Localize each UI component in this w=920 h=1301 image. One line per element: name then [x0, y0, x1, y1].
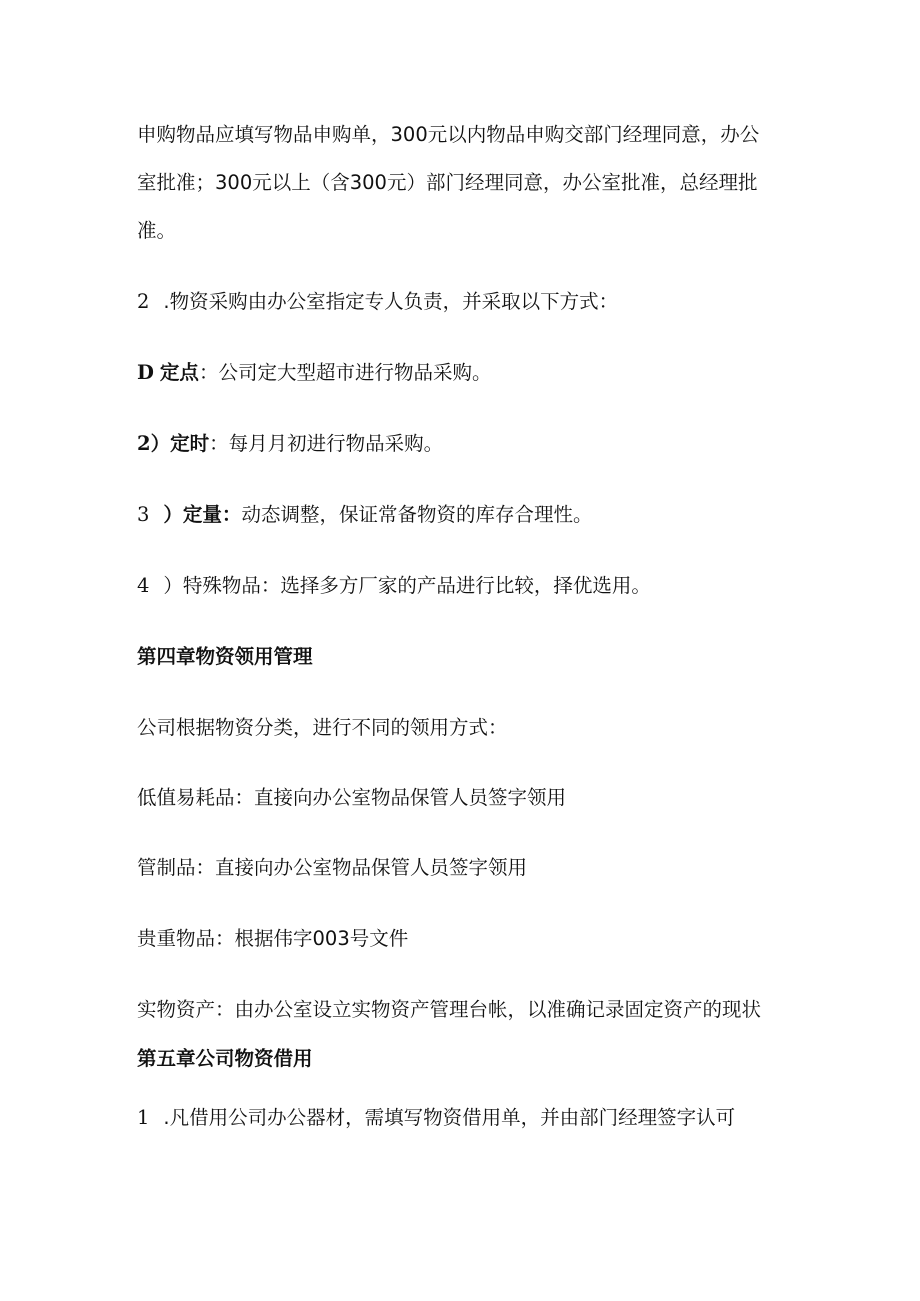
method-marker: 4 — [137, 574, 150, 597]
method-item-1 — [137, 361, 491, 385]
method-marker: 3 — [137, 503, 150, 526]
chapter-5-item-1 — [137, 1106, 735, 1130]
list-item-text: .物资采购由办公室指定专人负责，并采取以下方式： — [163, 290, 619, 313]
chapter-4-item-1: 低值易耗品：直接向办公室物品保管人员签字领用 — [137, 786, 567, 809]
method-label: 定点 — [159, 361, 199, 384]
list-item-number: 2 — [137, 290, 150, 313]
method-marker: 2） — [137, 432, 171, 455]
method-text: 动态调整，保证常备物资的库存合理性。 — [241, 503, 593, 526]
method-label: 定时 — [170, 432, 210, 455]
chapter-4-title: 第四章物资领用管理 — [137, 645, 313, 668]
paragraph-line-1: 申购物品应填写物品申购单，300元以内物品申购交部门经理同意，办公 — [137, 123, 760, 146]
chapter-4-intro: 公司根据物资分类，进行不同的领用方式： — [137, 716, 508, 739]
method-item-2 — [137, 432, 443, 456]
method-label: ）定量： — [163, 503, 242, 526]
chapter-5-title: 第五章公司物资借用 — [137, 1047, 313, 1070]
method-text: ）特殊物品：选择多方厂家的产品进行比较，择优选用。 — [163, 574, 651, 597]
method-item-3 — [137, 503, 592, 527]
list-item-2 — [137, 290, 618, 314]
list-item-number: 1 — [137, 1106, 150, 1129]
chapter-4-item-3: 贵重物品：根据伟字003号文件 — [137, 927, 409, 950]
chapter-4-item-2: 管制品：直接向办公室物品保管人员签字领用 — [137, 856, 528, 879]
chapter-4-item-4: 实物资产：由办公室设立实物资产管理台帐，以准确记录固定资产的现状 — [137, 998, 762, 1021]
method-text: ：每月月初进行物品采购。 — [209, 432, 444, 455]
method-marker: D — [137, 361, 154, 384]
method-item-4 — [137, 574, 651, 598]
paragraph-line-2: 室批准；300元以上（含300元）部门经理同意，办公室批准，总经理批 — [137, 171, 758, 194]
method-text: ：公司定大型超市进行物品采购。 — [198, 361, 492, 384]
paragraph-line-3: 准。 — [137, 219, 177, 242]
list-item-text: .凡借用公司办公器材，需填写物资借用单，并由部门经理签字认可 — [163, 1106, 736, 1129]
